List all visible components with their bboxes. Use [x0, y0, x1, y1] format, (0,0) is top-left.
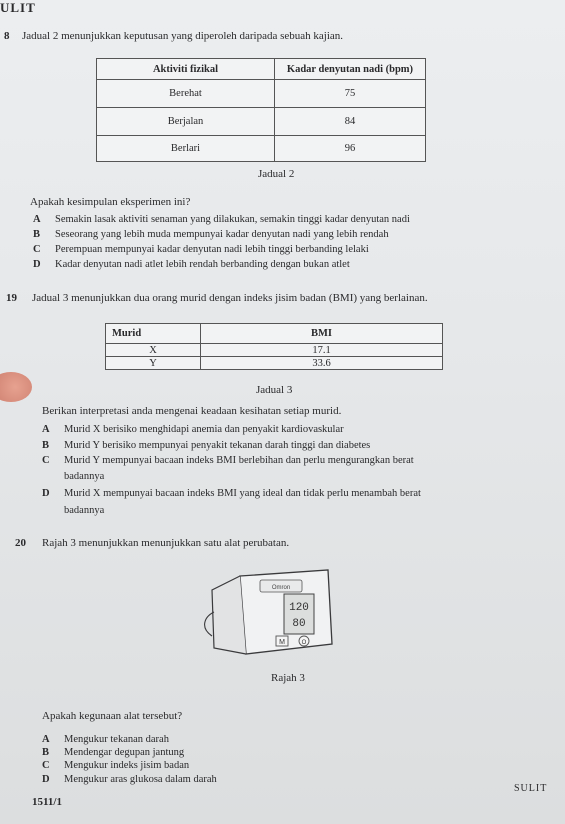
option-letter: C: [42, 455, 50, 466]
option-b[interactable]: [42, 440, 370, 452]
table-cell: 84: [275, 108, 426, 136]
table-cell: 96: [275, 136, 426, 162]
question-18-text: Jadual 2 menunjukkan keputusan yang diperoleh daripada sebuah kajian.: [22, 30, 344, 42]
table-header: BMI: [201, 324, 443, 344]
option-letter: D: [42, 488, 50, 499]
option-text: Kadar denyutan nadi atlet lebih rendah berbanding dengan bukan atlet: [55, 259, 350, 270]
display-reading: 120: [289, 602, 309, 614]
option-a[interactable]: [42, 734, 169, 746]
table-jadual-2: [96, 58, 426, 162]
option-c[interactable]: [42, 760, 189, 772]
option-d[interactable]: [42, 774, 217, 786]
option-text: Mendengar degupan jantung: [64, 747, 185, 758]
option-text: Seseorang yang lebih muda mempunyai kadar denyutan nadi yang lebih rendah: [55, 229, 389, 240]
option-b[interactable]: [33, 229, 389, 241]
option-text: Semakin lasak aktiviti senaman yang dilakukan, semakin tinggi kadar denyutan nadi: [55, 214, 410, 225]
table-jadual-3: [105, 323, 443, 370]
option-a[interactable]: [33, 214, 410, 226]
table-header: Murid: [106, 324, 201, 344]
table-caption: Jadual 2: [258, 168, 295, 180]
option-text: Murid Y berisiko mempunyai penyakit tekanan darah tinggi dan diabetes: [64, 440, 371, 451]
option-letter: B: [42, 440, 50, 451]
option-d[interactable]: [33, 259, 350, 271]
option-letter: A: [42, 734, 50, 745]
option-letter: B: [42, 747, 50, 758]
option-text: Mengukur indeks jisim badan: [64, 760, 190, 771]
option-text: Murid X berisiko menghidapi anemia dan penyakit kardiovaskular: [64, 424, 344, 435]
table-header: Aktiviti fizikal: [97, 59, 275, 80]
option-c[interactable]: [42, 455, 414, 467]
option-c[interactable]: [33, 244, 369, 256]
option-d[interactable]: [42, 488, 421, 500]
question-19-prompt: Berikan interpretasi anda mengenai keadaan kesihatan setiap murid.: [42, 405, 342, 417]
display-reading: 80: [292, 618, 306, 630]
device-brand: Omron: [271, 585, 291, 591]
question-19-text: Jadual 3 menunjukkan dua orang murid dengan indeks jisim badan (BMI) yang berlainan.: [32, 292, 428, 304]
table-cell: Berlari: [97, 136, 275, 162]
table-cell: Y: [106, 357, 201, 370]
option-letter: A: [42, 424, 50, 435]
figure-caption: Rajah 3: [271, 672, 305, 684]
option-letter: D: [42, 774, 50, 785]
option-letter: A: [33, 214, 41, 225]
table-cell: 33.6: [201, 357, 443, 370]
option-text: Mengukur tekanan darah: [64, 734, 169, 745]
table-caption: Jadual 3: [256, 384, 293, 396]
paper-code: 1511/1: [32, 796, 62, 808]
option-letter: C: [33, 244, 41, 255]
option-a[interactable]: [42, 424, 344, 436]
question-20-text: Rajah 3 menunjukkan menunjukkan satu alat perubatan.: [42, 537, 290, 549]
blood-pressure-monitor-figure: [200, 562, 340, 662]
option-b[interactable]: [42, 747, 184, 759]
table-cell: X: [106, 344, 201, 357]
option-text: Mengukur aras glukosa dalam darah: [64, 774, 217, 785]
option-letter: D: [33, 259, 41, 270]
option-text: Murid X mempunyai bacaan indeks BMI yang ideal dan tidak perlu menambah berat: [64, 488, 421, 499]
table-cell: Berehat: [97, 80, 275, 108]
question-number-20: 20: [15, 537, 26, 549]
question-number-18: 8: [4, 30, 10, 42]
table-cell: 17.1: [201, 344, 443, 357]
option-letter: B: [33, 229, 41, 240]
option-text: Murid Y mempunyai bacaan indeks BMI berlebihan dan perlu mengurangkan berat: [64, 455, 414, 466]
option-text: Perempuan mempunyai kadar denyutan nadi lebih tinggi berbanding lelaki: [55, 244, 369, 255]
table-cell: 75: [275, 80, 426, 108]
button-label: O: [301, 640, 307, 646]
table-cell: Berjalan: [97, 108, 275, 136]
option-c-continuation: badannya: [64, 471, 105, 482]
question-number-19: 19: [6, 292, 17, 304]
question-20-prompt: Apakah kegunaan alat tersebut?: [42, 710, 183, 722]
table-header: Kadar denyutan nadi (bpm): [275, 59, 426, 80]
option-letter: C: [42, 760, 50, 771]
finger-shadow: [0, 372, 32, 402]
question-18-prompt: Apakah kesimpulan eksperimen ini?: [30, 196, 191, 208]
option-d-continuation: badannya: [64, 505, 105, 516]
header-sulit: ULIT: [0, 0, 36, 15]
footer-sulit: SULIT: [514, 783, 548, 794]
cuff-outline: [212, 576, 246, 654]
button-label: M: [279, 639, 285, 646]
